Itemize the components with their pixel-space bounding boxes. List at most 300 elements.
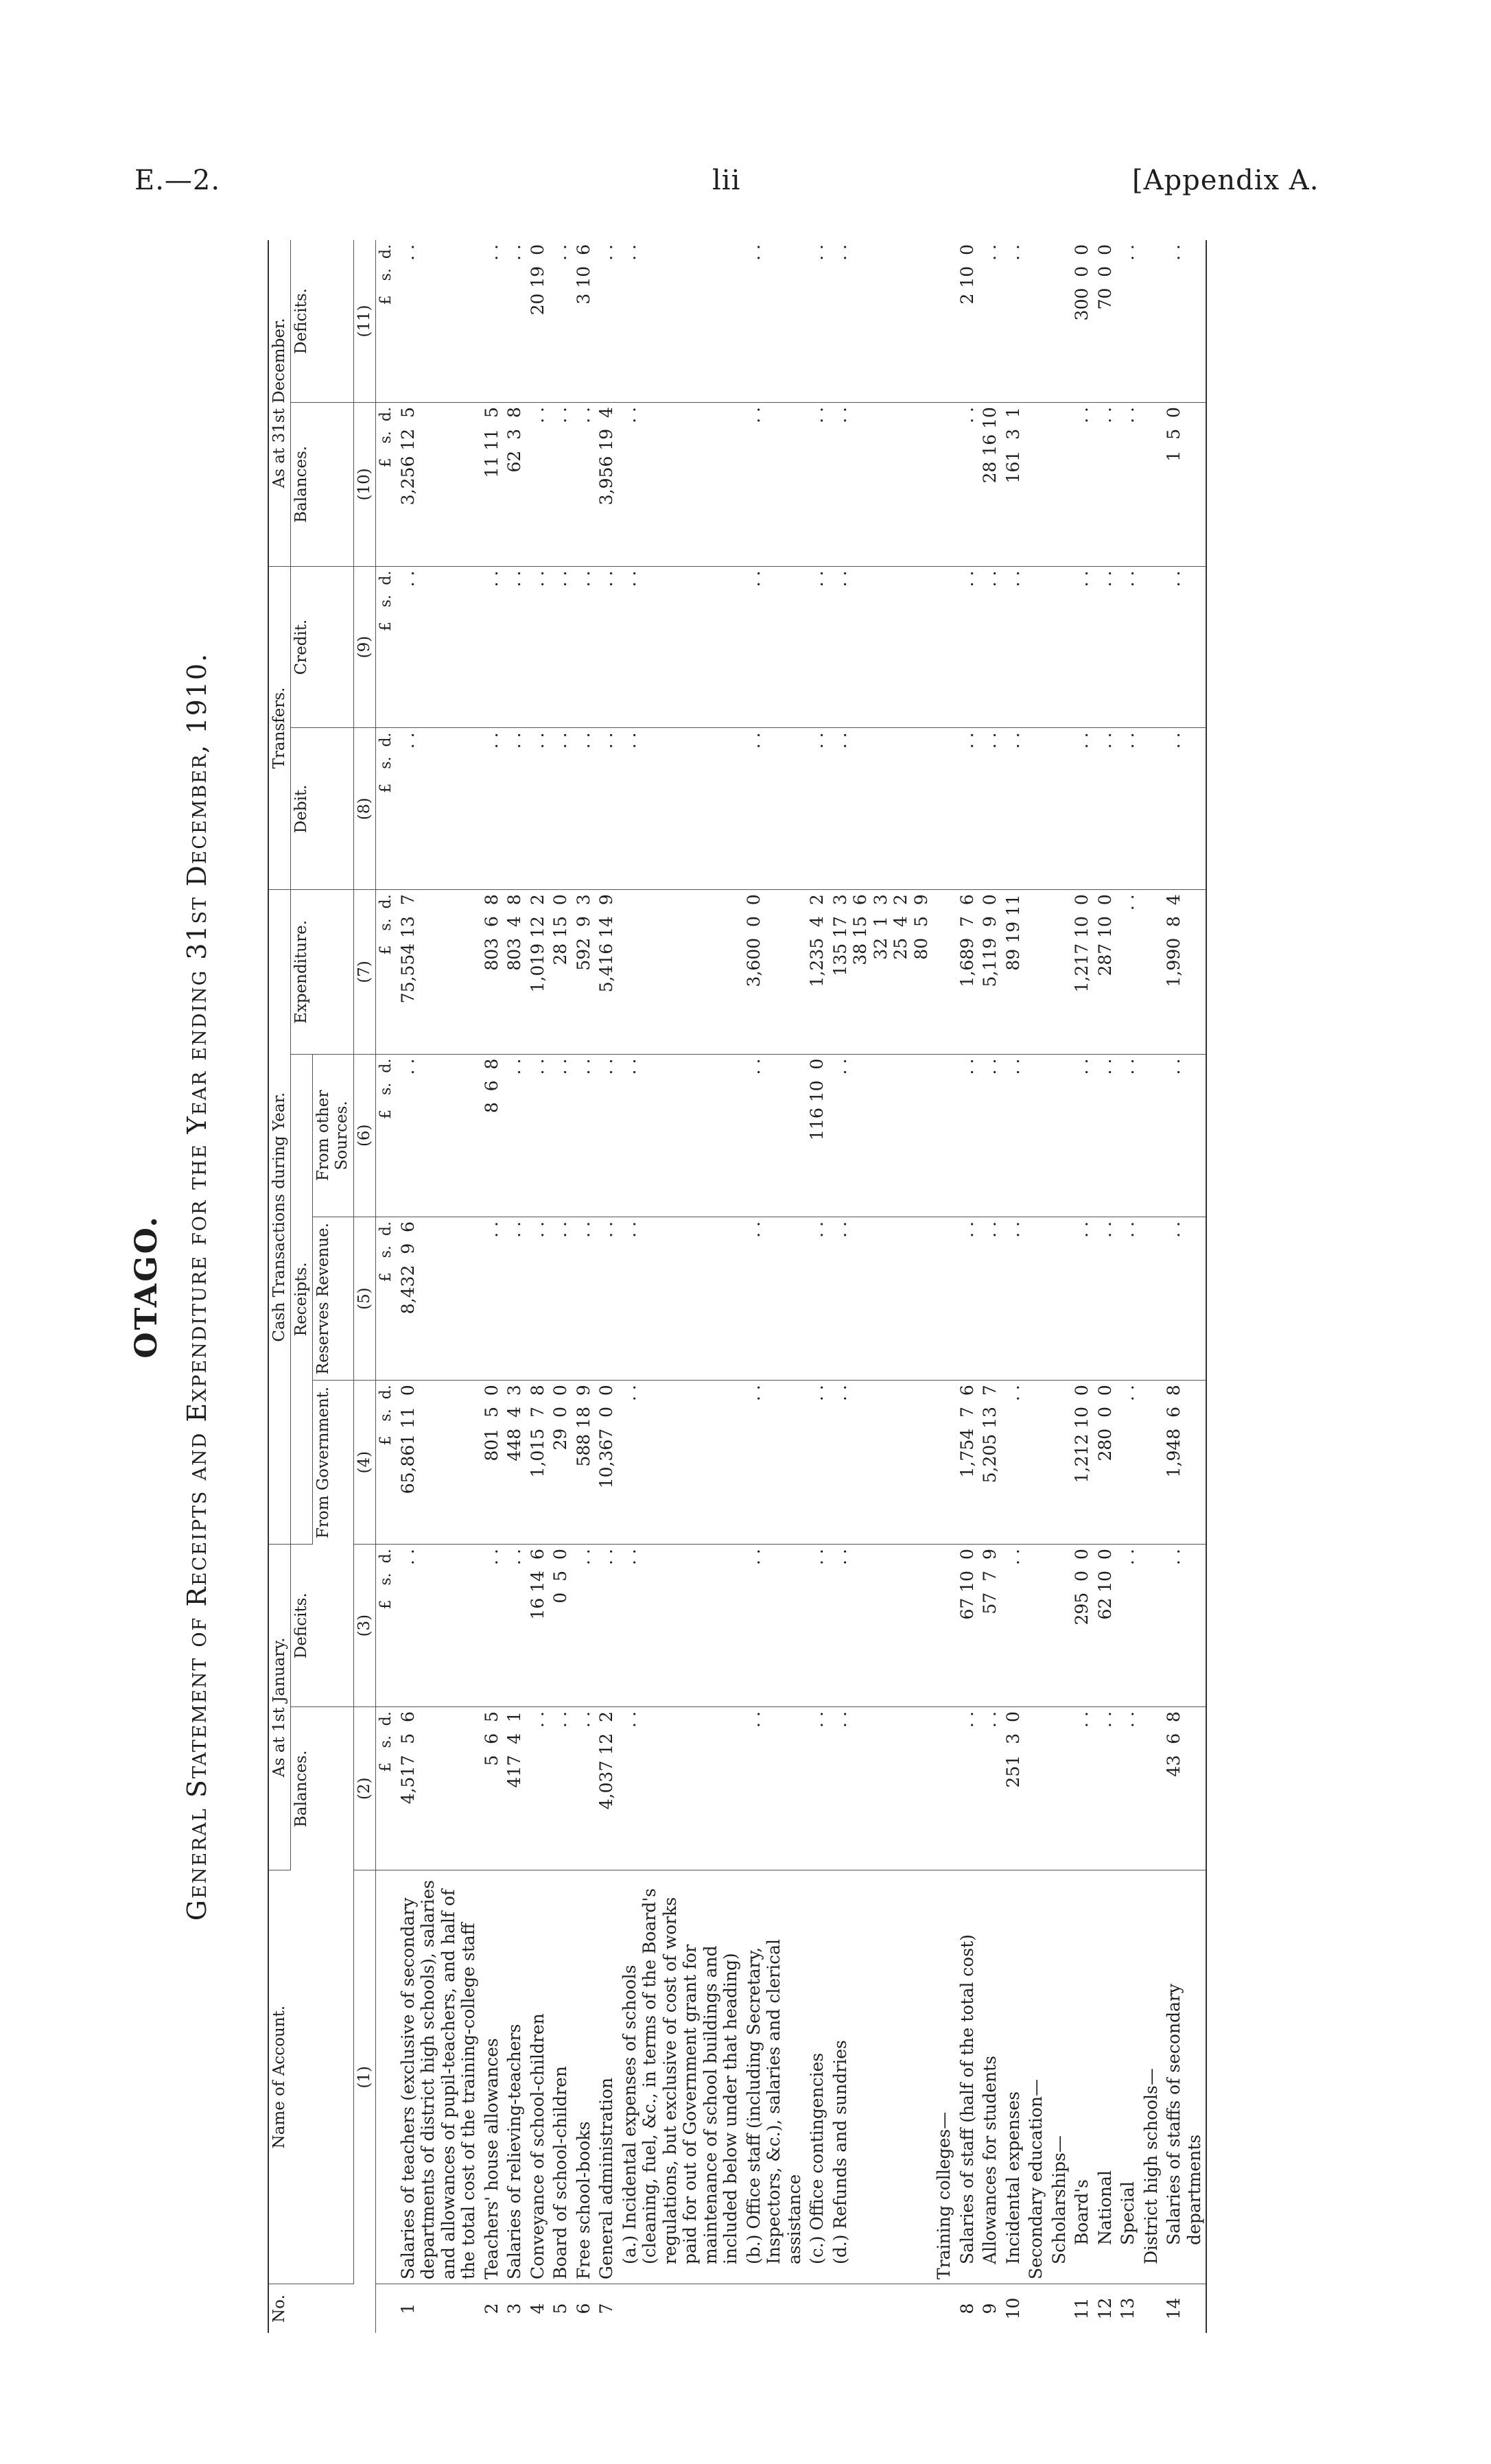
amount-cell: . . [1116, 403, 1140, 567]
amount-cell [1140, 1054, 1163, 1217]
row-number [1024, 2284, 1048, 2333]
col-number-label: (4) [353, 1381, 375, 1545]
amount-cell [932, 728, 956, 890]
amount-cell: 16 14 6 [526, 1545, 550, 1707]
account-name: Salaries of staffs of secondary departments [1162, 1870, 1206, 2284]
account-name: (d.) Refunds and sundries [829, 1870, 933, 2284]
amount-cell [1024, 1545, 1048, 1707]
amount-cell [1048, 240, 1071, 403]
amount-cell: . . [549, 1707, 572, 1870]
col-number-label: (7) [353, 890, 375, 1054]
amount-cell: . . [397, 566, 480, 728]
amount-cell: . . [618, 1217, 742, 1381]
table-body [375, 240, 1206, 2333]
amount-cell: 1,948 6 8 [1162, 1381, 1206, 1545]
amount-cell: 75,554 13 7 [397, 890, 480, 1054]
row-number: 2 [481, 2303, 502, 2314]
amount-cell: 28 16 10 [978, 403, 1002, 567]
amount-cell: . . [480, 1217, 504, 1381]
amount-cell: . . [618, 1545, 742, 1707]
row-number [618, 2284, 742, 2333]
amount-cell: 3 10 6 [572, 240, 596, 403]
statement-title: General Statement of Receipts and Expenditure for the Year ending 31st December, 1910. [182, 652, 212, 1921]
amount-cell: . . [595, 1545, 618, 1707]
amount-cell [1140, 403, 1163, 567]
row-number: 14 [1162, 2284, 1206, 2333]
deficits-jan-header: Deficits. [291, 1545, 353, 1707]
amount-cell: . . [1002, 1381, 1025, 1545]
amount-cell: 70 0 0 [1094, 240, 1117, 403]
amount-cell: 3,256 12 5 [397, 403, 480, 567]
row-number [829, 2284, 933, 2333]
debit-header: Debit. [291, 728, 353, 890]
table-row [480, 240, 504, 2333]
amount-cell: . . [618, 1381, 742, 1545]
table-row [829, 240, 933, 2333]
rotated-statement [124, 240, 1345, 2333]
amount-cell: . . [742, 1054, 806, 1217]
amount-cell: . . [1094, 1217, 1117, 1381]
amount-cell: . . [806, 1381, 829, 1545]
amount-cell: 5,205 13 7 [978, 1381, 1002, 1545]
amount-cell [932, 1707, 956, 1870]
currency-unit-label: £ s. d. [375, 1054, 396, 1217]
cash-transactions-header: Cash Transactions during Year. [268, 890, 291, 1545]
amount-cell: . . [526, 1054, 550, 1217]
amount-cell: . . [742, 240, 806, 403]
amount-cell: 3,600 0 0 [742, 890, 806, 1054]
account-name: National [1094, 1870, 1117, 2284]
amount-cell: . . [978, 1054, 1002, 1217]
currency-unit-label: £ s. d. [375, 403, 396, 567]
col-no-header: No. [268, 2284, 375, 2333]
amount-cell: 287 10 0 [1094, 890, 1117, 1054]
statement-titles [124, 240, 274, 2333]
amount-cell: . . [806, 1707, 829, 1870]
amount-cell [1048, 566, 1071, 728]
table-row [1116, 240, 1140, 2333]
account-name: Board's [1070, 1870, 1094, 2284]
row-number: 4 [527, 2303, 548, 2314]
amount-cell: . . [1116, 1054, 1140, 1217]
amount-cell: . . [956, 728, 979, 890]
amount-cell: . . [1070, 1707, 1094, 1870]
row-number: 9 [980, 2303, 1000, 2314]
col-number-label: (3) [353, 1545, 375, 1707]
amount-cell: . . [829, 728, 933, 890]
amount-cell: . . [829, 403, 933, 567]
table-row [1002, 240, 1025, 2333]
amount-cell: 1,754 7 6 [956, 1381, 979, 1545]
amount-cell [1024, 1707, 1048, 1870]
amount-cell: . . [1162, 1545, 1206, 1707]
amount-cell: . . [1070, 1054, 1094, 1217]
row-number: 8 [956, 2303, 977, 2314]
col-number-label: (11) [353, 240, 375, 403]
amount-cell: . . [829, 1054, 933, 1217]
account-name: Secondary education— [1024, 1870, 1048, 2284]
amount-cell: . . [978, 240, 1002, 403]
amount-cell: 20 19 0 [526, 240, 550, 403]
amount-cell [1024, 403, 1048, 567]
amount-cell [1048, 890, 1071, 1054]
amount-cell: . . [1116, 240, 1140, 403]
table-row [618, 240, 742, 2333]
amount-cell [1048, 1707, 1071, 1870]
amount-cell: . . [1070, 728, 1094, 890]
amount-cell: . . [503, 566, 526, 728]
amount-cell: . . [806, 403, 829, 567]
amount-cell: . . [1162, 240, 1206, 403]
amount-cell: . . [572, 1545, 596, 1707]
table-row [1070, 240, 1094, 2333]
row-number: 7 [596, 2303, 617, 2314]
row-number [1140, 2284, 1163, 2333]
table-row [932, 240, 956, 2333]
table-row [397, 240, 480, 2333]
amount-cell: 57 7 9 [978, 1545, 1002, 1707]
amount-cell: . . [618, 566, 742, 728]
col-account-header: Name of Account. [268, 1870, 353, 2284]
amount-cell: . . [572, 1707, 596, 1870]
amount-cell: 67 10 0 [956, 1545, 979, 1707]
amount-cell: 89 19 11 [1002, 890, 1025, 1054]
amount-cell: . . [1116, 1217, 1140, 1381]
amount-cell [1140, 1545, 1163, 1707]
account-name: Training colleges— [932, 1870, 956, 2284]
amount-cell [932, 240, 956, 403]
row-number [742, 2284, 806, 2333]
amount-cell: . . [829, 1707, 933, 1870]
amount-cell: . . [1070, 1217, 1094, 1381]
amount-cell [1140, 1707, 1163, 1870]
amount-cell: 801 5 0 [480, 1381, 504, 1545]
amount-cell: . . [526, 1707, 550, 1870]
statement-table [268, 240, 1207, 2333]
amount-cell: . . [1116, 1381, 1140, 1545]
amount-cell: 803 6 8 [480, 890, 504, 1054]
amount-cell: 28 15 0 [549, 890, 572, 1054]
amount-cell [932, 1054, 956, 1217]
amount-cell: 2 10 0 [956, 240, 979, 403]
col-number-label: (9) [353, 566, 375, 728]
amount-cell: . . [1094, 728, 1117, 890]
amount-cell: . . [618, 403, 742, 567]
reserves-revenue-header: Reserves Revenue. [313, 1217, 353, 1381]
row-number: 13 [1118, 2297, 1138, 2320]
amount-cell: . . [503, 240, 526, 403]
currency-unit-label: £ s. d. [375, 1707, 396, 1870]
account-name: Scholarships— [1048, 1870, 1071, 2284]
account-name: Board of school-children [549, 1870, 572, 2284]
amount-cell: . . [526, 728, 550, 890]
col-number-label: (5) [353, 1217, 375, 1381]
from-government-header: From Government. [313, 1381, 353, 1545]
amount-cell: 448 4 3 [503, 1381, 526, 1545]
expenditure-header: Expenditure. [291, 890, 353, 1054]
amount-cell: . . [526, 1217, 550, 1381]
currency-unit-label: £ s. d. [375, 566, 396, 728]
account-name: Salaries of relieving-teachers [503, 1870, 526, 2284]
table-row [1140, 240, 1163, 2333]
amount-cell: . . [742, 1217, 806, 1381]
amount-cell: . . [829, 1381, 933, 1545]
table-row [503, 240, 526, 2333]
amount-cell: . . [1116, 890, 1140, 1054]
balances-dec-header: Balances. [291, 403, 353, 567]
amount-cell: 1,015 7 8 [526, 1381, 550, 1545]
amount-cell: . . [806, 728, 829, 890]
amount-cell: . . [1094, 1054, 1117, 1217]
amount-cell: . . [618, 1707, 742, 1870]
amount-cell: . . [397, 728, 480, 890]
amount-cell: 8,432 9 6 [397, 1217, 480, 1381]
page-header [0, 0, 1491, 220]
table-header [268, 240, 375, 2333]
table-row [742, 240, 806, 2333]
row-number: 1 [397, 2303, 418, 2314]
account-name: Special [1116, 1870, 1140, 2284]
account-name: (a.) Incidental expenses of schools (cleaning, fuel, &c., in terms of the Board's regulations, but exclusive of cost of works paid for out of Government grant for maintenance of school buildings and included below under that heading) [618, 1870, 742, 2284]
account-name: (b.) Office staff (including Secretary, Inspectors, &c.), salaries and clerical assistance [742, 1870, 806, 2284]
amount-cell: . . [595, 1217, 618, 1381]
amount-cell: . . [742, 566, 806, 728]
amount-cell: 1,212 10 0 [1070, 1381, 1094, 1545]
amount-cell: 5,119 9 0 [978, 890, 1002, 1054]
table-row [549, 240, 572, 2333]
amount-cell: 0 5 0 [549, 1545, 572, 1707]
amount-cell: 8 6 8 [480, 1054, 504, 1217]
currency-unit-label: £ s. d. [375, 890, 396, 1054]
table-row [595, 240, 618, 2333]
amount-cell: . . [480, 1545, 504, 1707]
amount-cell: . . [572, 1054, 596, 1217]
region-heading: OTAGO. [129, 1215, 164, 1359]
account-name: Free school-books [572, 1870, 596, 2284]
amount-cell [1024, 1217, 1048, 1381]
from-other-sources-header: From other Sources. [313, 1054, 353, 1217]
amount-cell: 295 0 0 [1070, 1545, 1094, 1707]
amount-cell: . . [806, 566, 829, 728]
amount-cell [932, 403, 956, 567]
amount-cell: 62 3 8 [503, 403, 526, 567]
row-number: 10 [1002, 2297, 1023, 2320]
amount-cell: . . [503, 728, 526, 890]
amount-cell: . . [806, 240, 829, 403]
amount-cell: . . [742, 728, 806, 890]
amount-cell: . . [503, 1054, 526, 1217]
amount-cell: . . [397, 1545, 480, 1707]
amount-cell: . . [1094, 403, 1117, 567]
amount-cell: . . [526, 566, 550, 728]
row-number: 12 [1094, 2297, 1115, 2320]
amount-cell: . . [806, 1217, 829, 1381]
amount-cell: . . [829, 240, 933, 403]
row-number: 5 [550, 2303, 571, 2314]
amount-cell: . . [526, 403, 550, 567]
amount-cell: . . [742, 403, 806, 567]
account-name: General administration [595, 1870, 618, 2284]
amount-cell [1140, 566, 1163, 728]
amount-cell: 62 10 0 [1094, 1545, 1117, 1707]
amount-cell [1140, 1381, 1163, 1545]
amount-cell: 65,861 11 0 [397, 1381, 480, 1545]
table-row [526, 240, 550, 2333]
amount-cell: . . [618, 728, 742, 890]
amount-cell: . . [1116, 1707, 1140, 1870]
table-row [1024, 240, 1048, 2333]
amount-cell: . . [549, 403, 572, 567]
amount-cell [1048, 728, 1071, 890]
amount-cell: . . [595, 1054, 618, 1217]
amount-cell [1048, 1381, 1071, 1545]
amount-cell: . . [1116, 566, 1140, 728]
amount-cell: . . [978, 1707, 1002, 1870]
amount-cell: . . [829, 1545, 933, 1707]
currency-unit-label: £ s. d. [375, 1381, 396, 1545]
amount-cell [1024, 566, 1048, 728]
amount-cell: . . [503, 1545, 526, 1707]
amount-cell: . . [742, 1707, 806, 1870]
currency-unit-label: £ s. d. [375, 1217, 396, 1381]
amount-cell [1048, 403, 1071, 567]
table-row [1048, 240, 1071, 2333]
table-row [978, 240, 1002, 2333]
amount-cell: . . [595, 240, 618, 403]
amount-cell: . . [1002, 240, 1025, 403]
amount-cell: 300 0 0 [1070, 240, 1094, 403]
amount-cell: 135 17 3 38 15 6 32 1 3 25 4 2 80 5 9 [829, 890, 933, 1054]
amount-cell: . . [742, 1545, 806, 1707]
amount-cell: . . [1116, 1545, 1140, 1707]
amount-cell: . . [1162, 566, 1206, 728]
amount-cell: . . [1002, 728, 1025, 890]
unit-row [375, 240, 396, 2333]
account-name: Allowances for students [978, 1870, 1002, 2284]
amount-cell: . . [1002, 1545, 1025, 1707]
amount-cell: . . [1070, 566, 1094, 728]
account-name: Incidental expenses [1002, 1870, 1025, 2284]
empty-cell [375, 1870, 396, 2284]
currency-unit-label: £ s. d. [375, 1545, 396, 1707]
amount-cell: . . [742, 1381, 806, 1545]
row-number [932, 2284, 956, 2333]
amount-cell [1140, 728, 1163, 890]
col-number-label: (8) [353, 728, 375, 890]
account-name: Salaries of staff (half of the total cost) [956, 1870, 979, 2284]
balances-jan-header: Balances. [291, 1707, 353, 1870]
amount-cell: . . [978, 566, 1002, 728]
amount-cell: . . [397, 1054, 480, 1217]
amount-cell: . . [978, 1217, 1002, 1381]
amount-cell: . . [572, 566, 596, 728]
amount-cell: 417 4 1 [503, 1707, 526, 1870]
amount-cell: 10,367 0 0 [595, 1381, 618, 1545]
amount-cell: 803 4 8 [503, 890, 526, 1054]
amount-cell: . . [618, 240, 742, 403]
amount-cell [618, 890, 742, 1054]
amount-cell: 43 6 8 [1162, 1707, 1206, 1870]
col-number-label: (6) [353, 1054, 375, 1217]
amount-cell: 4,037 12 2 [595, 1707, 618, 1870]
amount-cell: . . [397, 240, 480, 403]
currency-unit-label: £ s. d. [375, 728, 396, 890]
table-row [572, 240, 596, 2333]
amount-cell: . . [1070, 403, 1094, 567]
account-name: District high schools— [1140, 1870, 1163, 2284]
amount-cell: 1,217 10 0 [1070, 890, 1094, 1054]
amount-cell [1024, 1381, 1048, 1545]
amount-cell [1024, 728, 1048, 890]
amount-cell: 588 18 9 [572, 1381, 596, 1545]
amount-cell: . . [549, 240, 572, 403]
transfers-header: Transfers. [268, 566, 291, 890]
amount-cell [1024, 1054, 1048, 1217]
amount-cell: . . [572, 1217, 596, 1381]
as-at-jan-header: As at 1st January. [268, 1545, 291, 1870]
account-name: (c.) Office contingencies [806, 1870, 829, 2284]
amount-cell: . . [480, 728, 504, 890]
amount-cell [1024, 890, 1048, 1054]
amount-cell: . . [829, 1217, 933, 1381]
amount-cell [1048, 1217, 1071, 1381]
appendix-label: [Appendix A. [1132, 165, 1319, 196]
amount-cell: . . [956, 403, 979, 567]
amount-cell: . . [549, 728, 572, 890]
table-row [806, 240, 829, 2333]
amount-cell [932, 890, 956, 1054]
amount-cell: . . [1094, 566, 1117, 728]
row-number: 11 [1072, 2297, 1092, 2320]
amount-cell: 29 0 0 [549, 1381, 572, 1545]
amount-cell: . . [480, 566, 504, 728]
account-name: Teachers' house allowances [480, 1870, 504, 2284]
table-row [1162, 240, 1206, 2333]
amount-cell: . . [549, 1217, 572, 1381]
currency-unit-label: £ s. d. [375, 240, 396, 403]
amount-cell [1140, 890, 1163, 1054]
row-number [806, 2284, 829, 2333]
amount-cell: 1 5 0 [1162, 403, 1206, 567]
amount-cell: . . [1162, 728, 1206, 890]
amount-cell: 11 11 5 [480, 403, 504, 567]
amount-cell: . . [806, 1545, 829, 1707]
amount-cell: . . [1002, 566, 1025, 728]
table-row [1094, 240, 1117, 2333]
amount-cell: . . [1094, 1707, 1117, 1870]
amount-cell: . . [572, 728, 596, 890]
amount-cell: . . [595, 728, 618, 890]
amount-cell: 4,517 5 6 [397, 1707, 480, 1870]
table-row [956, 240, 979, 2333]
amount-cell: . . [956, 1707, 979, 1870]
amount-cell [932, 566, 956, 728]
document-code: E.—2. [134, 165, 221, 196]
empty-cell [375, 2284, 396, 2333]
credit-header: Credit. [291, 566, 353, 728]
amount-cell: . . [956, 1054, 979, 1217]
amount-cell: 5,416 14 9 [595, 890, 618, 1054]
amount-cell: . . [572, 403, 596, 567]
amount-cell [1024, 240, 1048, 403]
amount-cell: . . [829, 566, 933, 728]
amount-cell: . . [1162, 1054, 1206, 1217]
account-name: Conveyance of school-children [526, 1870, 550, 2284]
amount-cell: 5 6 5 [480, 1707, 504, 1870]
amount-cell: . . [618, 1054, 742, 1217]
amount-cell: . . [1002, 1217, 1025, 1381]
amount-cell: . . [1116, 728, 1140, 890]
